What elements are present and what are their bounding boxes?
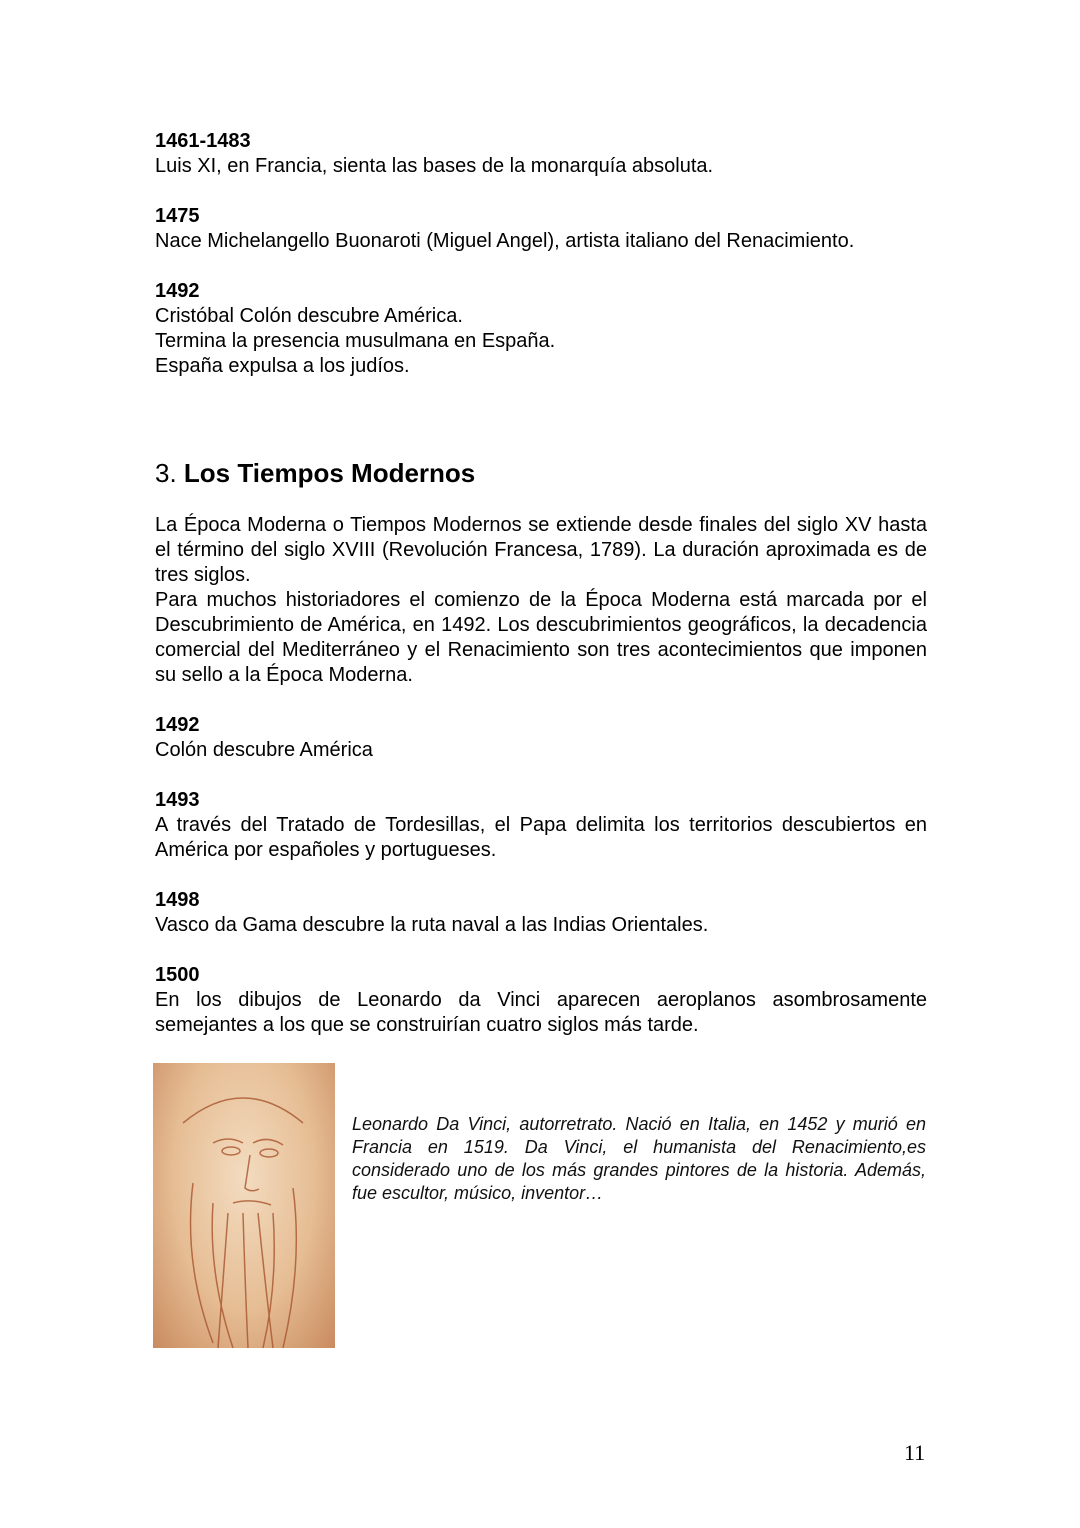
intro-paragraph: La Época Moderna o Tiempos Modernos se extiende desde finales del siglo XV hasta el término del siglo XVIII (Revolución Francesa, 1789). La duración aproximada es de tres siglos.	[155, 514, 927, 586]
entry-year: 1492	[155, 280, 200, 302]
entry-year: 1461-1483	[155, 130, 251, 152]
page-number: 11	[904, 1440, 926, 1465]
section-title: Los Tiempos Modernos	[183, 458, 476, 488]
entry-text: España expulsa a los judíos.	[155, 355, 410, 377]
timeline-entry	[155, 963, 927, 1038]
timeline-entry	[155, 713, 927, 763]
intro-paragraph: Para muchos historiadores el comienzo de la Época Moderna está marcada por el Descubrimiento de América, en 1492. Los descubrimientos geográficos, la decadencia comercial del Mediterráneo y el Renacimiento son tres acontecimientos que imponen su sello a la Época Moderna.	[155, 589, 927, 686]
entry-year: 1475	[155, 205, 200, 227]
entry-year: 1492	[155, 714, 200, 736]
entry-text: Luis XI, en Francia, sienta las bases de la monarquía absoluta.	[155, 155, 714, 177]
timeline-entry	[155, 204, 927, 254]
timeline-entry	[155, 279, 927, 379]
entry-text: Colón descubre América	[155, 739, 373, 761]
portrait-caption: Leonardo Da Vinci, autorretrato. Nació en Italia, en 1452 y murió en Francia en 1519. Da Vinci, el humanista del Renacimiento,es considerado uno de los más grandes pintores de la historia. Además, fue escultor, músico, inventor…	[352, 1114, 926, 1203]
entry-text: Nace Michelangello Buonaroti (Miguel Angel), artista italiano del Renacimiento.	[155, 230, 855, 252]
leonardo-portrait-image	[153, 1063, 335, 1348]
entry-year: 1500	[155, 964, 200, 986]
timeline-entry	[155, 888, 927, 938]
entry-text: Termina la presencia musulmana en España.	[155, 330, 556, 352]
section-number: 3.	[155, 458, 177, 488]
timeline-entry	[155, 129, 927, 179]
entry-year: 1493	[155, 789, 200, 811]
timeline-entry	[155, 788, 927, 863]
section-heading	[155, 458, 475, 488]
entry-text: Vasco da Gama descubre la ruta naval a las Indias Orientales.	[155, 914, 709, 936]
entry-text: En los dibujos de Leonardo da Vinci aparecen aeroplanos asombrosamente semejantes a los que se construirían cuatro siglos más tarde.	[155, 989, 927, 1036]
intro-paragraphs	[155, 513, 927, 688]
entry-text: A través del Tratado de Tordesillas, el Papa delimita los territorios descubiertos en América por españoles y portugueses.	[155, 814, 927, 861]
entry-text: Cristóbal Colón descubre América.	[155, 305, 463, 327]
entry-year: 1498	[155, 889, 200, 911]
